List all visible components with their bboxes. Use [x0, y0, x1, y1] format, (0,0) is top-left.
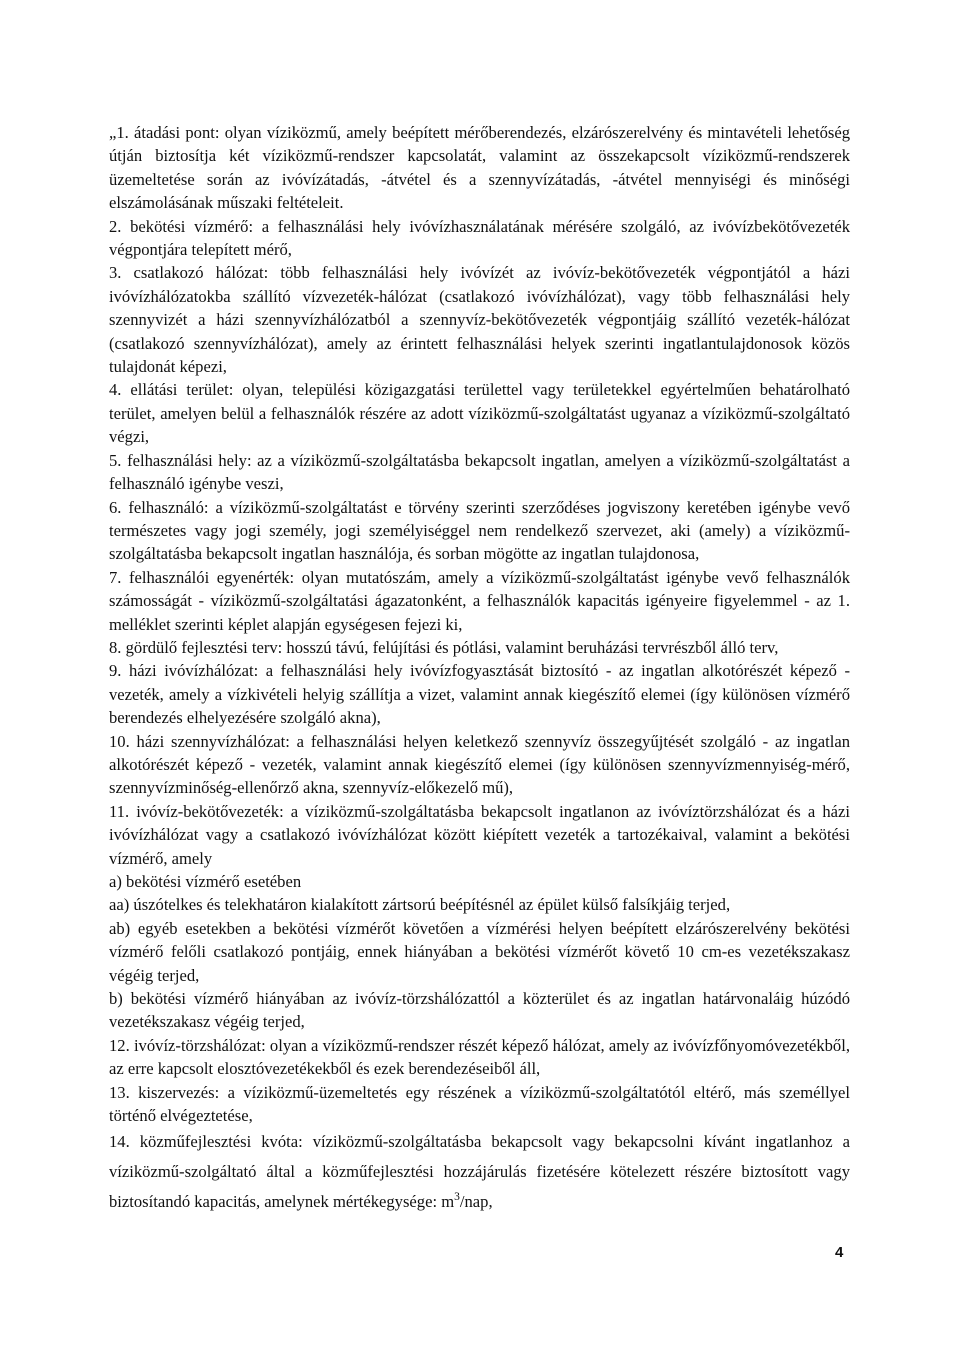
- paragraph-6-felhasznalo: 6. felhasználó: a víziközmű-szolgáltatást e törvény szerinti szerződéses jogviszony keretében igénybe vevő természetes vagy jogi személy, jogi személyiséggel nem rendelkező szervezet, aki (amely) a víziközmű-szolgáltatásba bekapcsolt ingatlan használója, és sorban mögötte az ingatlan tulajdonosa,: [109, 497, 850, 564]
- paragraph-14-text: 14. közműfejlesztési kvóta: víziközmű-szolgáltatásba bekapcsolt vagy bekapcsolni kívánt ingatlanhoz a víziközmű-szolgáltató által a közműfejlesztési hozzájárulás fizetésére kötelezett részére biztosított vagy biztosítandó kapacitás, amelynek mértékegysége: m: [109, 1132, 850, 1212]
- paragraph-5-felhasznalasi-hely: 5. felhasználási hely: az a víziközmű-szolgáltatásba bekapcsolt ingatlan, amelyen a víziközmű-szolgáltatást a felhasználó igénybe veszi,: [109, 450, 850, 494]
- paragraph-11-ivoviz-bekotovezetek: 11. ivóvíz-bekötővezeték: a víziközmű-szolgáltatásba bekapcsolt ingatlanon az ivóvíztörzshálózat és a házi ivóvízhálózat vagy a csatlakozó ivóvízhálózat között kiépített vezeték a tartozékaival, valamint a bekötési vízmérő, amely: [109, 801, 850, 868]
- paragraph-8-gordulo-fejlesztesi-terv: 8. gördülő fejlesztési terv: hosszú távú, felújítási és pótlási, valamint beruházási tervrészből álló terv,: [109, 637, 779, 657]
- paragraph-11ab-egyeb-esetekben: ab) egyéb esetekben a bekötési vízmérőt követően a vízmérési helyen beépített elzárószerelvény bekötési vízmérő felőli csatlakozó pontjáig, ennek hiányában a bekötési vízmérőt követő 10 cm-es vezetékszakasz végéig terjed,: [109, 918, 850, 985]
- paragraph-13-kiszervezes: 13. kiszervezés: a víziközmű-üzemeltetés egy részének a víziközmű-szolgáltatótól eltérő, más személlyel történő elvégeztetése,: [109, 1082, 850, 1126]
- paragraph-3-csatlakozo-halozat: 3. csatlakozó hálózat: több felhasználási hely ivóvízét az ivóvíz-bekötővezeték végpontjától a házi ivóvízhálózatokba szállító vízvezeték-hálózat (csatlakozó ivóvízhálózat), vagy több felhasználási hely szennyvizét a házi szennyvízhálózatból a szennyvíz-bekötővezeték végpontjáig szállító vezeték-hálózat (csatlakozó szennyvízhálózat), amely az érintett felhasználási helyek szerinti ingatlantulajdonosok közös tulajdonát képezi,: [109, 263, 850, 377]
- paragraph-2-bekotesi-vizmero: 2. bekötési vízmérő: a felhasználási hely ivóvízhasználatának mérésére szolgáló, az ivóvízbekötővezeték végpontjára telepített mérő,: [109, 216, 850, 260]
- paragraph-9-hazi-ivovizhalozat: 9. házi ivóvízhálózat: a felhasználási hely ivóvízfogyasztását biztosító - az ingatlan alkotórészét képező - vezeték, amely a vízkivételi helyig szállítja a vizet, valamint annak kiegészítő elemei (így különösen vízmérő berendezés elhelyezésére szolgáló akna),: [109, 661, 850, 728]
- paragraph-10-hazi-szennyvizhalozat: 10. házi szennyvízhálózat: a felhasználási helyen keletkező szennyvíz összegyűjtését szolgáló - az ingatlan alkotórészét képező - vezeték, valamint annak kiegészítő elemei (így különösen szennyvízmennyiség-mérő, szennyvízminőség-ellenőrző akna, szennyvíz-előkezelő mű),: [109, 731, 850, 798]
- paragraph-11aa-uszotelkes: aa) úszótelkes és telekhatáron kialakított zártsorú beépítésnél az épület külső falsíkjáig terjed,: [109, 895, 731, 915]
- paragraph-1-atadasi-pont: „1. átadási pont: olyan víziközmű, amely beépített mérőberendezés, elzárószerelvény és mintavételi lehetőség útján biztosítja két víziközmű-rendszer kapcsolatát, valamint az összekapcsolt víziközmű-rendszerek üzemeltetése során az ivóvízátadás, -átvétel és a szennyvízátadás, -átvétel mennyiségi és minőségi elszámolásának műszaki feltételeit.: [109, 123, 850, 213]
- page-number: 4: [835, 1244, 844, 1261]
- definitions-text-block: [109, 121, 850, 1217]
- paragraph-4-ellatasi-terulet: 4. ellátási terület: olyan, települési közigazgatási területtel vagy területekkel egyértelműen behatárolható terület, amelyen belül a felhasználók részére az adott víziközmű-szolgáltatást ugyanaz a víziközmű-szolgáltató végzi,: [109, 380, 850, 447]
- paragraph-11b-vizmero-hianyaban: b) bekötési vízmérő hiányában az ivóvíz-törzshálózattól a közterület és az ingatlan határvonaláig húzódó vezetékszakasz végéig terjed,: [109, 989, 850, 1032]
- paragraph-12-ivoviz-torzshalozat: 12. ivóvíz-törzshálózat: olyan a víziközmű-rendszer részét képező hálózat, amely az ivóvízfőnyomóvezetékből, az erre kapcsolt elosztóvezetékekből és ezek berendezéseiből áll,: [109, 1035, 850, 1079]
- paragraph-7-felhasznaloi-egyenertek: 7. felhasználói egyenérték: olyan mutatószám, amely a víziközmű-szolgáltatást igénybe vevő felhasználók számosságát - víziközmű-szolgáltatási ágazatonként, a felhasználók kapacitás igényeire figyelemmel - az 1. melléklet szerinti képlet alapján egységesen fejezi ki,: [109, 567, 850, 634]
- paragraph-11a-bekotesi-vizmero-eseteben: a) bekötési vízmérő esetében: [109, 872, 302, 891]
- paragraph-14-unit-tail: /nap,: [459, 1192, 493, 1212]
- cubic-superscript: 3: [454, 1191, 460, 1204]
- paragraph-14-kozmufejlesztesi-kvota: [109, 1127, 850, 1217]
